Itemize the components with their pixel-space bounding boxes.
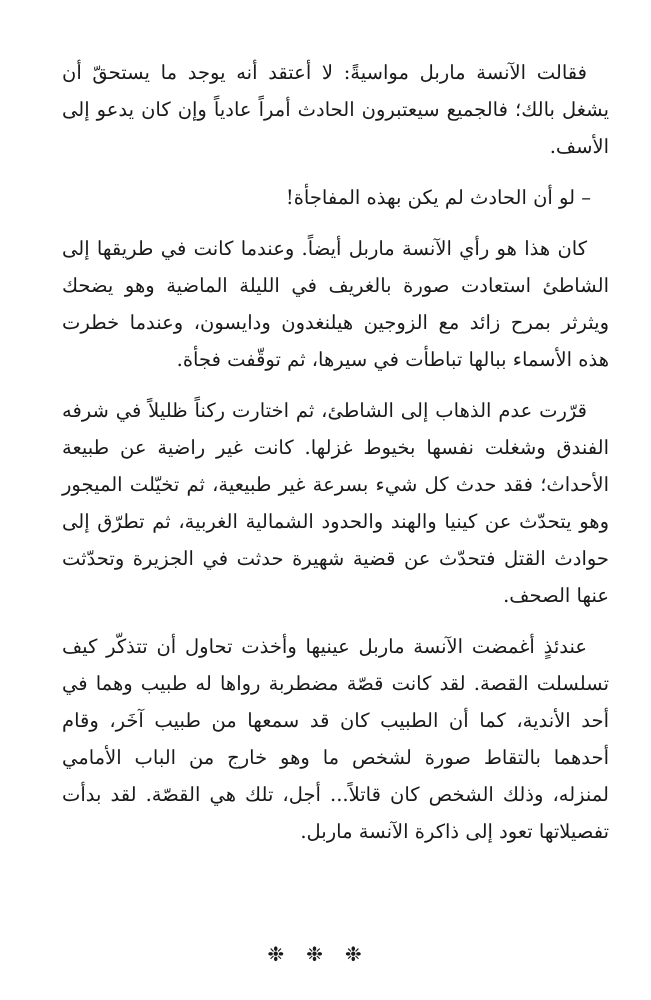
paragraph-4: قرّرت عدم الذهاب إلى الشاطئ، ثم اختارت ركناً ظليلاً في شرفه الفندق وشغلت نفسها بخيوط غزلها. كانت غير راضية عن طبيعة الأحداث؛ فقد حدث كل شيء بسرعة غير طبيعية، ثم تخيّلت الميجور وهو يتحدّث عن كينيا والهند والحدود الشمالية الغربية، ثم تطرّق إلى حوادث القتل فتحدّث عن قضية شهيرة حدثت في الجزيرة وتحدّثت عنها الصحف.: [62, 399, 609, 607]
asterism-star-icon: ❉: [267, 942, 307, 966]
asterism-star-icon: ❉: [306, 942, 345, 966]
paragraph-3: كان هذا هو رأي الآنسة ماربل أيضاً. وعندما كانت في طريقها إلى الشاطئ استعادت صورة بالغريف في الليلة الماضية وهو يضحك ويثرثر بمرح زائد مع الزوجين هيلنغدون ودايسون، وعندما خطرت هذه الأسماء ببالها تباطأت في سيرها، ثم توقّفت فجأة.: [62, 237, 609, 371]
paragraph-2-dialogue: – لو أن الحادث لم يكن بهذه المفاجأة!: [285, 186, 591, 209]
paragraph-1: فقالت الآنسة ماربل مواسيةً: لا أعتقد أنه يوجد ما يستحقّ أن يشغل بالك؛ فالجميع سيعتبرون الحادث أمراً عادياً وإن كان يدعو إلى الأسف.: [62, 61, 609, 158]
book-page-text: [62, 54, 609, 864]
paragraph-5: عندئذٍ أغمضت الآنسة ماربل عينيها وأخذت تحاول أن تتذكّر كيف تسلسلت القصة. لقد كانت قصّة مضطربة رواها له طبيب وهما في أحد الأندية، كما أن الطبيب كان قد سمعها من طبيب آخَر، وقام أحدهما بالتقاط صورة لشخص ما وهو خارج من الباب الأمامي لمنزله، وذلك الشخص كان قاتلاً... أجل، تلك هي القصّة. لقد بدأت تفصيلاتها تعود إلى ذاكرة الآنسة ماربل.: [62, 635, 609, 843]
asterism-star-icon: ❉: [344, 942, 384, 966]
section-separator: [0, 942, 651, 966]
